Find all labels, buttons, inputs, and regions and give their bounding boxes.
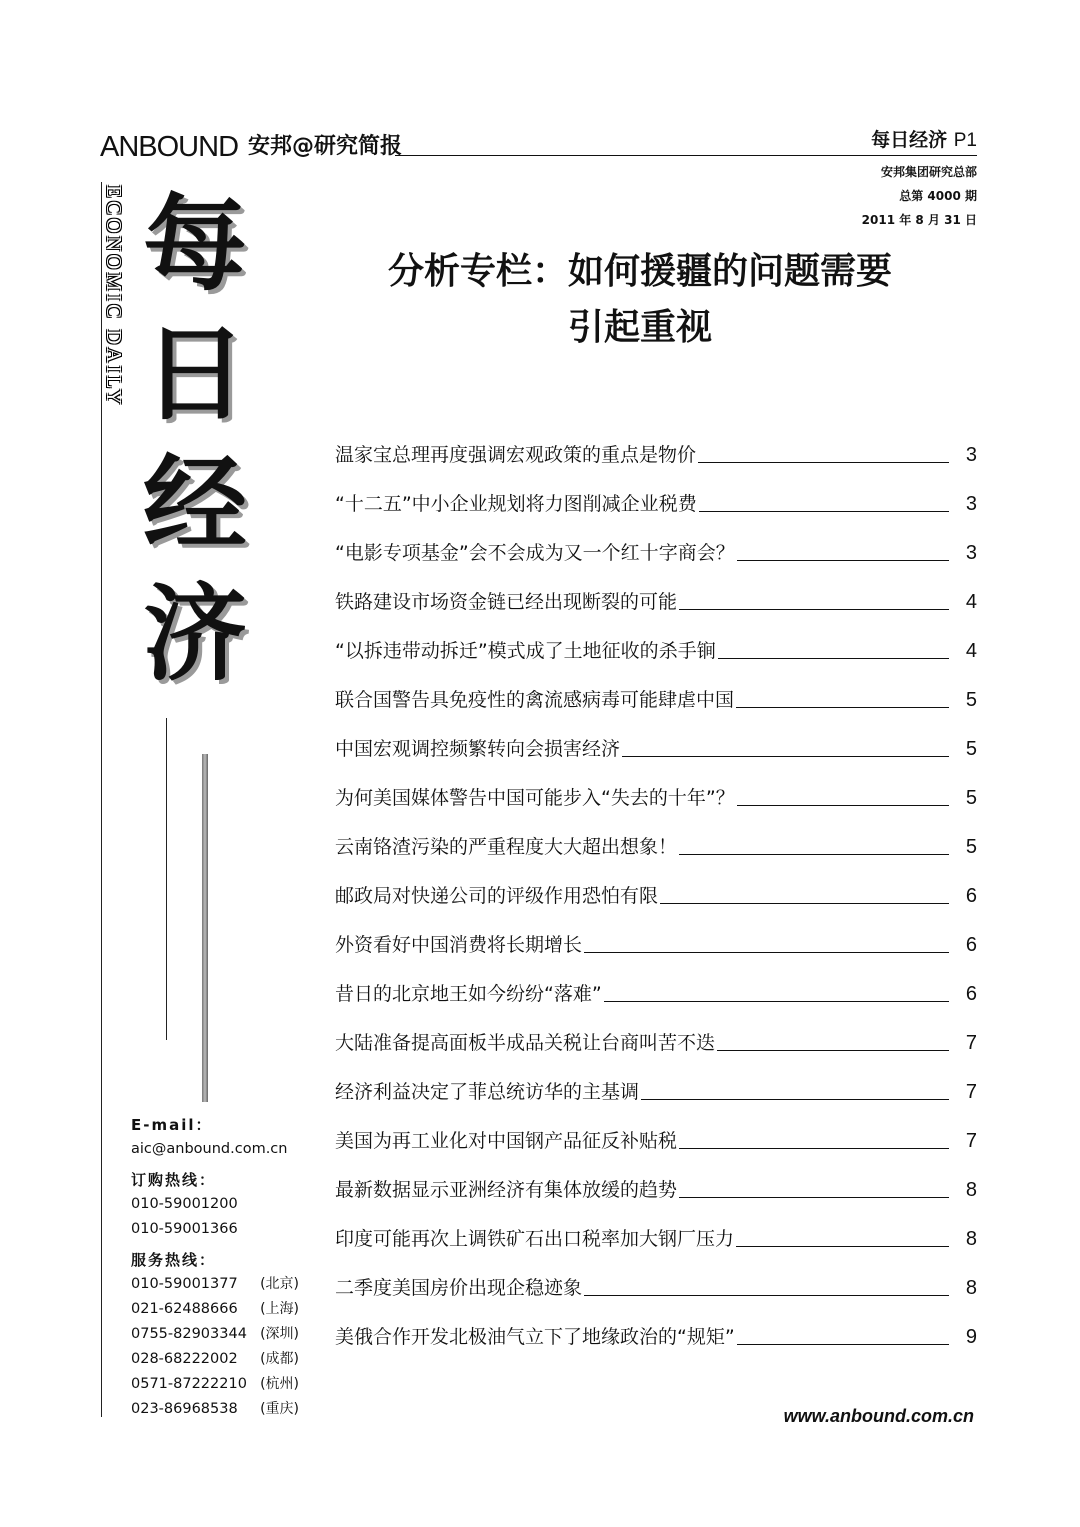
service-hotline-label: 服务热线： xyxy=(131,1251,217,1269)
email-label: E-mail： xyxy=(131,1116,213,1134)
toc-item-title: 铁路建设市场资金链已经出现断裂的可能 xyxy=(335,591,678,613)
toc-item-title: 昔日的北京地王如今纷纷“落难” xyxy=(335,983,602,1005)
service-city: (深圳) xyxy=(260,1326,299,1342)
toc-leader-line xyxy=(737,804,949,806)
toc-page-number: 5 xyxy=(965,738,977,760)
toc-leader-line xyxy=(641,1098,949,1100)
toc-item[interactable] xyxy=(335,1157,977,1206)
toc-item[interactable] xyxy=(335,814,977,863)
toc-item[interactable] xyxy=(335,716,977,765)
email-address[interactable]: aic@anbound.com.cn xyxy=(131,1141,288,1157)
toc-item-title: “电影专项基金”会不会成为又一个红十字商会？ xyxy=(335,542,735,564)
toc-page-number: 3 xyxy=(965,542,977,564)
toc-page-number: 3 xyxy=(965,444,977,466)
toc-item-title: 联合国警告具免疫性的禽流感病毒可能肆虐中国 xyxy=(335,689,735,711)
toc-page-number: 6 xyxy=(965,885,977,907)
toc-item[interactable] xyxy=(335,1304,977,1353)
toc-item-title: 中国宏观调控频繁转向会损害经济 xyxy=(335,738,621,760)
service-row xyxy=(131,1372,299,1397)
decorative-bar xyxy=(202,754,208,1102)
toc-page-number: 8 xyxy=(965,1277,977,1299)
toc-page-number: 4 xyxy=(965,640,977,662)
toc-leader-line xyxy=(584,1294,949,1296)
toc-item[interactable] xyxy=(335,569,977,618)
service-phone: 028-68222002 xyxy=(131,1351,238,1367)
toc-page-number: 9 xyxy=(965,1326,977,1348)
page-title-line-1: 分析专栏：如何援疆的问题需要 xyxy=(387,251,892,292)
toc-leader-line xyxy=(679,1147,949,1149)
toc-leader-line xyxy=(679,608,949,610)
toc-leader-line xyxy=(736,1245,949,1247)
toc-page-number: 5 xyxy=(965,836,977,858)
toc-item-title: 美国为再工业化对中国钢产品征反补贴税 xyxy=(335,1130,678,1152)
service-row xyxy=(131,1272,299,1297)
service-city: (重庆) xyxy=(260,1401,299,1417)
header-rule xyxy=(395,155,977,156)
masthead-char-1: 每 xyxy=(142,183,247,305)
toc-item[interactable] xyxy=(335,765,977,814)
toc-item-title: 最新数据显示亚洲经济有集体放缓的趋势 xyxy=(335,1179,678,1201)
toc-leader-line xyxy=(718,657,949,659)
service-phone: 023-86968538 xyxy=(131,1401,238,1417)
toc-item-title: 温家宝总理再度强调宏观政策的重点是物价 xyxy=(335,444,697,466)
service-row xyxy=(131,1322,299,1347)
toc-item[interactable] xyxy=(335,1108,977,1157)
publication-name: 每日经济 xyxy=(871,129,948,151)
toc-leader-line xyxy=(604,1000,949,1002)
toc-item-title: 外资看好中国消费将长期增长 xyxy=(335,934,583,956)
service-row xyxy=(131,1297,299,1322)
page-number: P1 xyxy=(953,130,977,151)
toc-page-number: 6 xyxy=(965,934,977,956)
toc-leader-line xyxy=(717,1049,949,1051)
toc-page-number: 8 xyxy=(965,1228,977,1250)
masthead-char-3: 经 xyxy=(142,443,247,565)
toc-item-title: 邮政局对快递公司的评级作用恐怕有限 xyxy=(335,885,659,907)
toc-page-number: 7 xyxy=(965,1032,977,1054)
issue-number: 总第 4000 期 xyxy=(899,189,977,203)
toc-page-number: 7 xyxy=(965,1081,977,1103)
publication-label xyxy=(871,128,977,153)
page-title-line-2: 引起重视 xyxy=(567,307,712,348)
order-phone: 010-59001200 xyxy=(131,1196,238,1212)
toc-item-title: 印度可能再次上调铁矿石出口税率加大钢厂压力 xyxy=(335,1228,735,1250)
brand-name: ANBOUND xyxy=(100,131,239,163)
toc-item-title: 为何美国媒体警告中国可能步入“失去的十年”？ xyxy=(335,787,735,809)
service-phone: 021-62488666 xyxy=(131,1301,238,1317)
toc-item[interactable] xyxy=(335,1255,977,1304)
toc-item-title: 经济利益决定了菲总统访华的主基调 xyxy=(335,1081,640,1103)
service-city: (杭州) xyxy=(260,1376,299,1392)
order-hotline-label: 订购热线： xyxy=(131,1171,217,1189)
contact-block xyxy=(131,1113,321,1422)
brand-chinese-name: 安邦@研究简报 xyxy=(248,134,403,159)
toc-leader-line xyxy=(679,1196,949,1198)
service-phone: 0571-87222210 xyxy=(131,1376,247,1392)
toc-leader-line xyxy=(736,706,949,708)
org-name: 安邦集团研究总部 xyxy=(880,165,977,179)
service-row xyxy=(131,1347,299,1372)
toc-item-title: “十二五”中小企业规划将力图削减企业税费 xyxy=(335,493,697,515)
toc-item[interactable] xyxy=(335,961,977,1010)
toc-leader-line xyxy=(660,902,949,904)
masthead-english: ECONOMIC DAILY xyxy=(102,185,126,408)
service-row xyxy=(131,1397,299,1422)
toc-item[interactable] xyxy=(335,520,977,569)
toc-item[interactable] xyxy=(335,618,977,667)
service-city: (上海) xyxy=(260,1301,299,1317)
masthead-rule xyxy=(166,718,167,1040)
toc-leader-line xyxy=(584,951,949,953)
toc-leader-line xyxy=(622,755,949,757)
toc-item-title: 二季度美国房价出现企稳迹象 xyxy=(335,1277,583,1299)
toc-item-title: “以拆违带动拆迁”模式成了土地征收的杀手锏 xyxy=(335,640,716,662)
toc-item[interactable] xyxy=(335,912,977,961)
order-phone: 010-59001366 xyxy=(131,1221,238,1237)
toc-page-number: 6 xyxy=(965,983,977,1005)
toc-page-number: 5 xyxy=(965,787,977,809)
toc-item[interactable] xyxy=(335,863,977,912)
toc-item[interactable] xyxy=(335,667,977,716)
anbound-logo xyxy=(100,128,402,162)
toc-leader-line xyxy=(737,1343,949,1345)
toc-item[interactable] xyxy=(335,1010,977,1059)
toc-item[interactable] xyxy=(335,1206,977,1255)
toc-page-number: 4 xyxy=(965,591,977,613)
toc-leader-line xyxy=(699,510,949,512)
toc-page-number: 8 xyxy=(965,1179,977,1201)
toc-leader-line xyxy=(679,853,949,855)
website-link[interactable]: www.anbound.com.cn xyxy=(783,1406,974,1426)
table-of-contents xyxy=(335,422,977,1353)
issue-date: 2011 年 8 月 31 日 xyxy=(861,213,977,227)
toc-item[interactable] xyxy=(335,471,977,520)
toc-item-title: 云南铬渣污染的严重程度大大超出想象！ xyxy=(335,836,678,858)
toc-item-title: 美俄合作开发北极油气立下了地缘政治的“规矩” xyxy=(335,1326,735,1348)
toc-item-title: 大陆准备提高面板半成品关税让台商叫苦不迭 xyxy=(335,1032,716,1054)
toc-page-number: 5 xyxy=(965,689,977,711)
toc-item[interactable] xyxy=(335,422,977,471)
service-phone: 010-59001377 xyxy=(131,1276,238,1292)
service-city: (成都) xyxy=(260,1351,299,1367)
masthead-char-2: 日 xyxy=(142,313,247,435)
toc-leader-line xyxy=(737,559,949,561)
toc-page-number: 3 xyxy=(965,493,977,515)
masthead-char-4: 济 xyxy=(142,573,247,695)
toc-item[interactable] xyxy=(335,1059,977,1108)
toc-leader-line xyxy=(698,461,949,463)
service-city: (北京) xyxy=(260,1276,299,1292)
service-phone: 0755-82903344 xyxy=(131,1326,247,1342)
toc-page-number: 7 xyxy=(965,1130,977,1152)
